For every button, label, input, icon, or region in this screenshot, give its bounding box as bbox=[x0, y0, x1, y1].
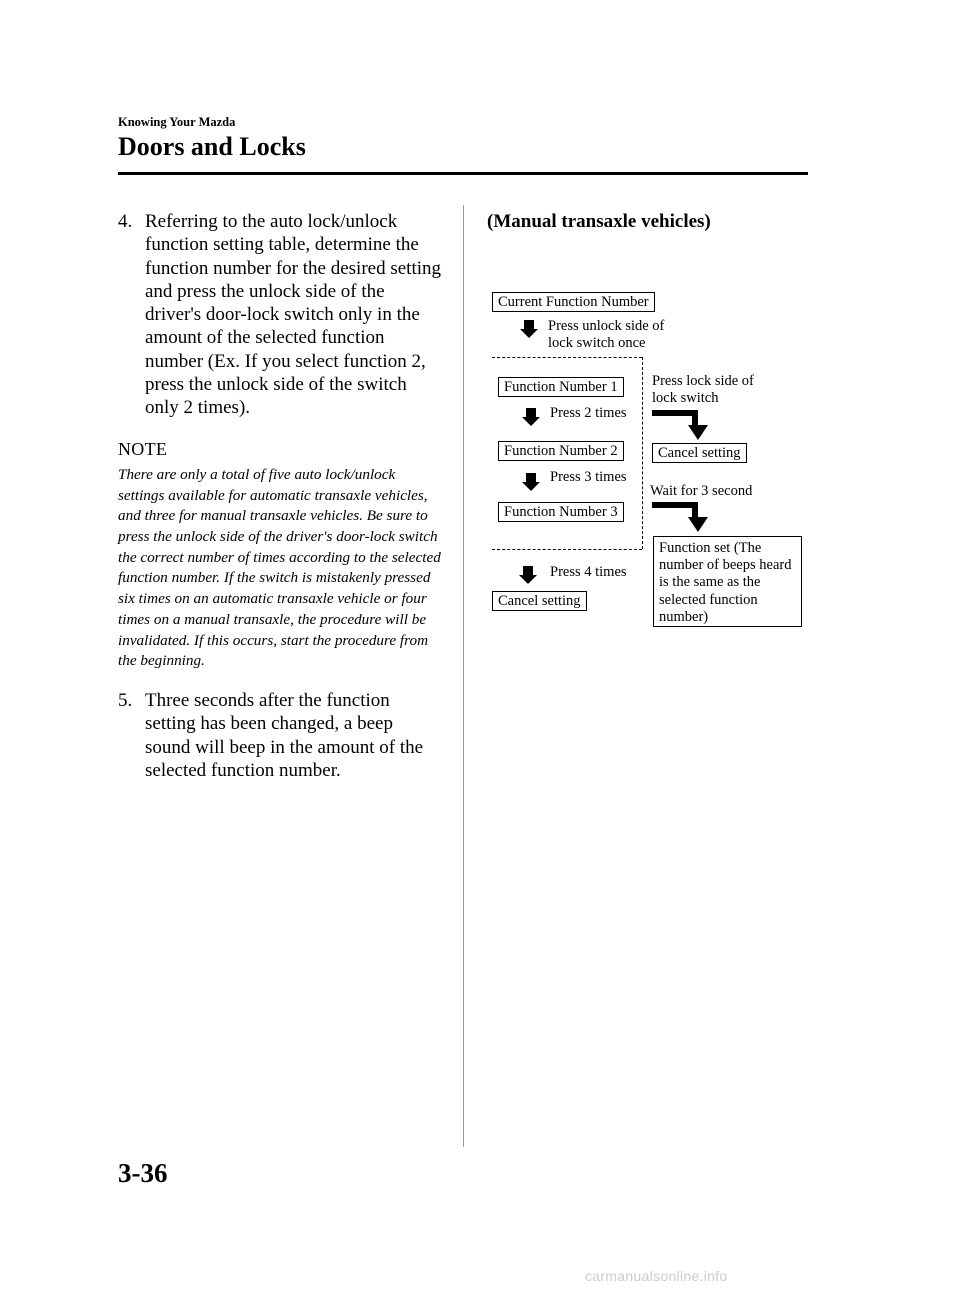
cancel-setting-box-right: Cancel setting bbox=[652, 443, 747, 463]
press-unlock-label-1: Press unlock side of bbox=[548, 318, 665, 334]
step-5-number: 5. bbox=[118, 690, 133, 711]
note-block bbox=[118, 438, 443, 672]
current-function-box: Current Function Number bbox=[492, 292, 655, 312]
press-4-label: Press 4 times bbox=[550, 564, 627, 580]
note-heading: NOTE bbox=[118, 438, 168, 459]
function-1-box: Function Number 1 bbox=[498, 377, 624, 397]
page-number: 3-36 bbox=[118, 1158, 168, 1188]
step-4-text: Referring to the auto lock/unlock function setting table, determine the function number for the desired setting and press the unlock side of the driver's door-lock switch only in the amount of the selected function number (Ex. If you select function 2, press the unlock side of the switch only 2 times). bbox=[145, 211, 442, 419]
header-rule bbox=[118, 172, 808, 175]
press-2-label: Press 2 times bbox=[550, 405, 627, 421]
step-5-text: Three seconds after the function setting has been changed, a beep sound will beep in the amount of the selected function number. bbox=[145, 690, 424, 781]
section-label: Knowing Your Mazda bbox=[118, 115, 236, 129]
press-lock-label-2: lock switch bbox=[652, 390, 719, 406]
arrow-down-icon bbox=[519, 566, 537, 584]
function-number-group-edge bbox=[642, 357, 643, 549]
press-3-label: Press 3 times bbox=[550, 469, 627, 485]
press-lock-label-1: Press lock side of bbox=[652, 373, 754, 389]
function-2-box: Function Number 2 bbox=[498, 441, 624, 461]
press-unlock-label-2: lock switch once bbox=[548, 335, 646, 351]
arrow-down-icon bbox=[520, 320, 538, 338]
function-3-box: Function Number 3 bbox=[498, 502, 624, 522]
arrow-down-icon bbox=[522, 408, 540, 426]
left-column bbox=[118, 210, 443, 782]
bent-arrow-icon bbox=[652, 410, 716, 440]
wait-label: Wait for 3 second bbox=[650, 483, 753, 499]
watermark: carmanualsonline.info bbox=[585, 1268, 728, 1284]
diagram-title: (Manual transaxle vehicles) bbox=[487, 211, 711, 232]
step-4-number: 4. bbox=[118, 211, 133, 232]
column-divider bbox=[463, 205, 464, 1147]
function-set-box: Function set (The number of beeps heard is the same as the selected function number) bbox=[653, 536, 802, 627]
note-text: There are only a total of five auto lock/unlock settings available for automatic transaxle vehicles, and three for manual transaxle vehicles. Be sure to press the unlock side of the driver's door-lock switch the correct number of times according to the selected function number. If the switch is mistakenly pressed six times on an automatic transaxle vehicle or four times on a manual transaxle, the procedure will be invalidated. If this occurs, start the procedure from the beginning. bbox=[118, 465, 441, 670]
arrow-down-icon bbox=[522, 473, 540, 491]
chapter-title: Doors and Locks bbox=[118, 132, 306, 161]
step-5 bbox=[118, 689, 443, 782]
cancel-setting-box-left: Cancel setting bbox=[492, 591, 587, 611]
step-4 bbox=[118, 210, 443, 420]
bent-arrow-icon bbox=[652, 502, 716, 532]
